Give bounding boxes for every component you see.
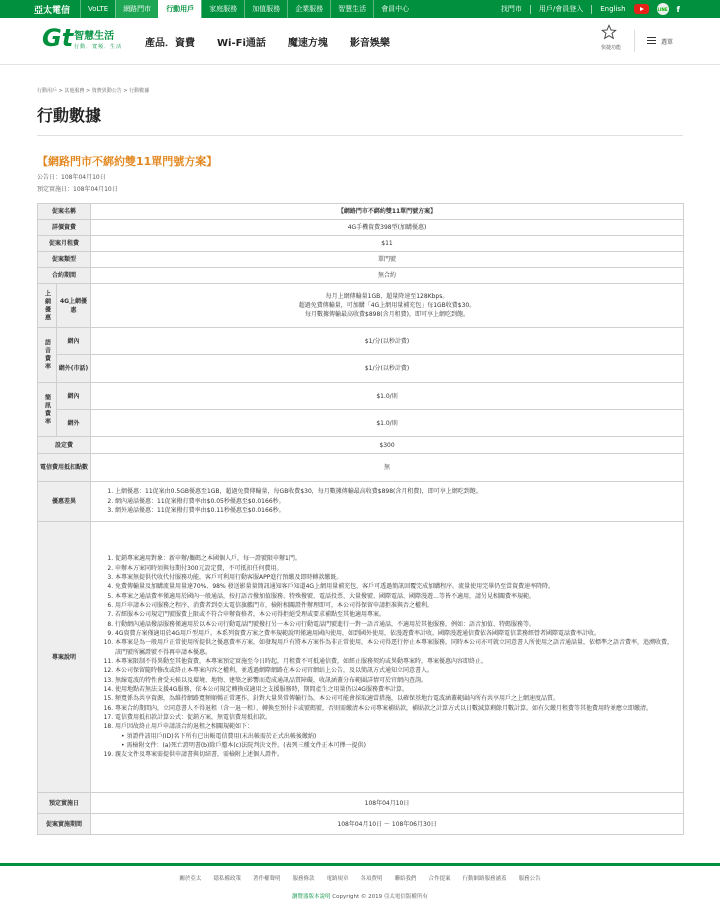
menu-wifi-calling[interactable]: Wi-Fi通話: [217, 38, 266, 49]
promo-name-value: 【網路門市不綁約雙11單門號方案】: [91, 204, 684, 220]
list-item: 7. 若經服本公司規定門號服費上限或不符合申辦資格者，本公司得拒絕受理或要求補點至其他適用專案。: [115, 610, 677, 619]
footer-bar: [0, 863, 720, 866]
contract-value: 無合約: [91, 268, 684, 284]
menu-products[interactable]: 產品．資費: [145, 38, 195, 49]
logo-mark: Gt: [42, 24, 74, 52]
list-item: 11. 本專案限制不得異動至其他資費，本專案預定實施至今日時起，月租費不可抵通信費，如經止服務契約或異動專案時，專案優惠內容即終止。: [115, 657, 677, 666]
list-item: 19. 親友文件及專案需提供申請書與切結書，需檢附上述個人證件。: [115, 750, 677, 759]
divider: [530, 5, 531, 14]
top-bar: [0, 0, 720, 18]
internet-sub-label: 4G上網優惠: [57, 284, 91, 328]
footer-nav: [0, 874, 720, 882]
brand-logo[interactable]: 亞太電信: [34, 5, 71, 16]
voice-onnet-label: 網內: [57, 328, 91, 355]
footer: [0, 863, 720, 907]
copyright: [0, 892, 720, 900]
announce-date: 公告日：108年04月10日: [37, 174, 106, 181]
list-item: 15. 頻寬係為共享資源，為維持網路寬頻順暢正常運作，針對大量異常傳輸行為，本公司可能會採取適當措施，以確保基地台電波涵蓋範圍內所有共享用戶之上網速度品質。: [115, 694, 677, 703]
list-item: 16. 專案合約期間內，立同意書人不得退租（含一退一租）、轉換至預付卡或號碼號，否則需繳清本公司專案補貼款，補貼款之計算方式以日數減算剩餘月數計算。如有欠繳月租費等其他費用時並應立即繳清。: [115, 704, 677, 713]
menu-icon[interactable]: [647, 37, 656, 44]
list-item: 13. 無線電波的特性會受天候以及環境、地物、建築之影響而造成通訊品質障礙，收訊涵蓋分布範圍詳情可於官網內查詢。: [115, 676, 677, 685]
diff-list: [97, 487, 677, 515]
diff-value: [91, 482, 684, 522]
list-item: 5. 本專案之通話費率僅適用於國內一般通話，按打語音撥加值服務、特殊撥號、電話投票、大量撥號、國際電話、國際漫遊…等皆不適用，請另見相關費率規範。: [115, 592, 677, 601]
start-date-label: 預定實施日: [38, 793, 91, 814]
monthly-fee-label: 促案月租費: [38, 236, 91, 252]
list-item: 3. 網外通話優惠：11促案撥打費率由$0.11秒優惠至$0.0166秒。: [115, 506, 677, 515]
facebook-icon[interactable]: f: [676, 4, 680, 14]
voice-onnet-value: $1/分(以秒計費): [91, 328, 684, 355]
youtube-icon[interactable]: [634, 4, 649, 14]
list-item: 17. 電信費用抵扣款計算公式：促銷方案，無電信費用抵扣款。: [115, 713, 677, 722]
footer-link[interactable]: 合作提案: [428, 876, 451, 882]
footer-link[interactable]: 著作權聲明: [252, 876, 281, 882]
menu-label[interactable]: 選單: [661, 39, 674, 46]
footer-link[interactable]: 行動網路服務涵蓋: [462, 876, 507, 882]
page-title: 行動數據: [37, 106, 102, 125]
internet-line: 每月上網傳輸量1GB，超量降速至128Kbps。: [325, 293, 449, 300]
voice-label: 語音費率: [38, 328, 57, 383]
top-nav-online-store[interactable]: 網路門市: [115, 0, 158, 18]
promo-type-value: 單門號: [91, 252, 684, 268]
footer-link[interactable]: 聯絡我們: [394, 876, 417, 882]
voice-offnet-label: 網外(市話): [57, 355, 91, 383]
list-item: 1. 上網優惠：11促案由0.5GB優惠至1GB，超過免費傳輸量，每GB收費$30，每月數據傳輸最高收費$898(含月租費)，即可享上網吃到飽。: [115, 487, 677, 496]
internet-line: 超過免費傳輸量，可加購「4G上網用量補充包」每1GB收費$30。: [298, 302, 476, 309]
list-item: 2. 申辦本方案同時須與每期付300元設定費，不可抵扣任何費用。: [115, 564, 677, 573]
contract-label: 合約期間: [38, 268, 91, 284]
notice-title: 【網路門市不綁約雙11單門號方案】: [37, 155, 218, 168]
notes-list: [97, 554, 677, 760]
english-link[interactable]: English: [600, 5, 626, 13]
top-nav-mobile-user[interactable]: 行動用戶: [158, 0, 201, 18]
top-nav-member-center[interactable]: 會員中心: [373, 0, 416, 18]
menu-entertainment[interactable]: 影音娛樂: [349, 38, 390, 49]
logo-text: 智慧生活: [74, 30, 115, 42]
main-header: [0, 18, 720, 65]
period-label: 促案實施期間: [38, 814, 91, 835]
promo-name-label: 促案名稱: [38, 204, 91, 220]
notes-value: [91, 522, 684, 793]
quick-function-label[interactable]: 快捷功能: [600, 45, 621, 51]
top-nav-enterprise[interactable]: 企業服務: [287, 0, 330, 18]
sms-label: 簡訊費率: [38, 383, 57, 437]
list-item: 6. 用戶申請本公司服務之程序、消費者到亞太電信旗艦門市，檢附相關證件辦理即可，本公司得保留申請拒准與否之權利。: [115, 601, 677, 610]
gt-logo[interactable]: [42, 26, 122, 50]
copyright-text: Copyright © 2019 亞太電信版權所有: [330, 894, 428, 900]
footer-link[interactable]: 服務公告: [518, 876, 541, 882]
find-store-link[interactable]: 找門市: [500, 5, 522, 13]
sms-offnet-value: $1.0/則: [91, 410, 684, 437]
breadcrumb[interactable]: 行動用戶 > 其他服務 > 資費異動公告 > 行動數據: [37, 88, 150, 94]
divider: [634, 30, 635, 52]
sms-onnet-value: $1.0/則: [91, 383, 684, 410]
device-offset-label: 電信費用抵扣點數: [38, 454, 91, 482]
promo-type-label: 促案類型: [38, 252, 91, 268]
sub-item: • 須證件該用戶(ID)名下所有已出帳電信費用(未出帳需於正式出帳後繳納): [121, 732, 317, 740]
effective-date: 預定實施日：108年04月10日: [37, 186, 118, 193]
notes-label: 專案說明: [38, 522, 91, 793]
divider: [591, 5, 592, 14]
list-item: 14. 使用地點若無法支援4G服務，依本公司規定轉換成適用之支援服務時，期間產生之用量仍以4G服務費率計算。: [115, 685, 677, 694]
line-icon[interactable]: LINE: [657, 3, 669, 15]
footer-link[interactable]: 關於亞太: [179, 876, 202, 882]
top-nav-value-added[interactable]: 加值服務: [244, 0, 287, 18]
sms-onnet-label: 網內: [57, 383, 91, 410]
plan-value: 4G手機資費398型(加購優惠): [91, 220, 684, 236]
internet-value: [91, 284, 684, 328]
device-offset-value: 無: [91, 454, 684, 482]
list-item-text: 用戶因故終止用戶申請該合約退租之相關規範如下：: [115, 723, 254, 731]
divider: [37, 135, 683, 136]
sub-item-text: 需檢附文件：(a)死亡證明書(b)除戶謄本(c)法院判決文件。(表列三種文件正本可擇一提供): [126, 742, 366, 750]
period-value: 108年04月10日 ～ 108年06月30日: [91, 814, 684, 835]
footer-link[interactable]: 各項費明: [360, 876, 383, 882]
top-right-links: [501, 0, 720, 18]
menu-magic-cube[interactable]: 魔速方塊: [287, 38, 328, 49]
list-item: 2. 網內通話優惠：11促案撥打費率由$0.05秒優惠至$0.0166秒。: [115, 497, 677, 506]
list-item: 1. 促銷專案適用對象：新申辦/攜碼之本國個人戶，每一證號限申辦1門。: [115, 554, 677, 563]
sub-item-text: 須證件該用戶(ID)名下所有已出帳電信費用(未出帳需於正式出帳後繳納): [126, 732, 317, 740]
main-menu: [145, 18, 390, 65]
list-item: 12. 本公司保留隨時修改或終止本專案內容之權利，並透過網際網路在本公司官網站上公告，及以簡訊方式通知立同意書人。: [115, 666, 677, 675]
browser-version-link[interactable]: 瀏覽器版本說明: [292, 894, 331, 900]
top-nav-smart-life[interactable]: 智慧生活: [330, 0, 373, 18]
top-nav-home-service[interactable]: 家庭服務: [201, 0, 244, 18]
logo-subtext: 行動．寬頻．生活: [74, 43, 123, 50]
internet-label: 上網優惠: [38, 284, 57, 328]
footer-link[interactable]: 隱私權政策: [213, 876, 241, 882]
sms-offnet-label: 網外: [57, 410, 91, 437]
login-link[interactable]: 用戶/會員登入: [538, 5, 584, 13]
monthly-fee-value: $11: [91, 236, 684, 252]
sub-item: • 需檢附文件：(a)死亡證明書(b)除戶謄本(c)法院判決文件。(表列三種文件正本可擇一提供): [121, 742, 366, 750]
plan-label: 詳價資費: [38, 220, 91, 236]
list-item: 3. 本專案無提供代收代付服務功能，客戶可利用行動客服APP進行預繳及即時轉款繳既。: [115, 573, 677, 582]
tariff-table: [37, 203, 684, 835]
setup-fee-value: $300: [91, 437, 684, 454]
list-item: [115, 722, 677, 750]
list-item: 8. 行動網內通話撥話服務僅適用於以本公司行動電話門號撥打另一本公司行動電話門號進行一對一語音通話，不適用於其他服務，例如：語音加值、特碼服務等。: [115, 620, 677, 629]
star-icon[interactable]: [601, 24, 617, 40]
top-nav: [80, 0, 416, 18]
voice-offnet-value: $1/分(以秒計費): [91, 355, 684, 383]
setup-fee-label: 設定費: [38, 437, 91, 454]
list-item: 9. 4G資費方案僅適用於4G用戶型用戶。本系列資費方案之費率規範說明僅適用國內使用，如到國外使用，依漫遊費率計收。國際漫遊通信費依各國際電信業務經營者國際電話費率計收。: [115, 629, 677, 638]
footer-link[interactable]: 服務條款: [292, 876, 315, 882]
list-item: 10. 本專案是為一般用戶正常使用所提供之優惠費率方案，如發現用戶有將本方案作為非正常使用，本公司得逕行停止本專案服務，同時本公司亦可就立同意書人所使用之語音通話量，依標準之語音費率，追溯收費，該門號所屬證號不得再申請本優惠。: [115, 638, 677, 657]
footer-link[interactable]: 電路規章: [326, 876, 349, 882]
start-date-value: 108年04月10日: [91, 793, 684, 814]
top-nav-volte[interactable]: VoLTE: [80, 0, 115, 18]
list-item: 4. 免費傳輸量及加購流量用量達70%、98% 發送影量量簡訊通知客戶知道4G上網用量補充包，客戶可透過簡訊回覆完成加購程序。流量使用完畢仍至當資費速率降降。: [115, 582, 677, 591]
internet-line: 每月數據傳輸最高收費$898(含月租費)，即可享上網吃到飽。: [305, 311, 469, 318]
diff-label: 優惠差異: [38, 482, 91, 522]
